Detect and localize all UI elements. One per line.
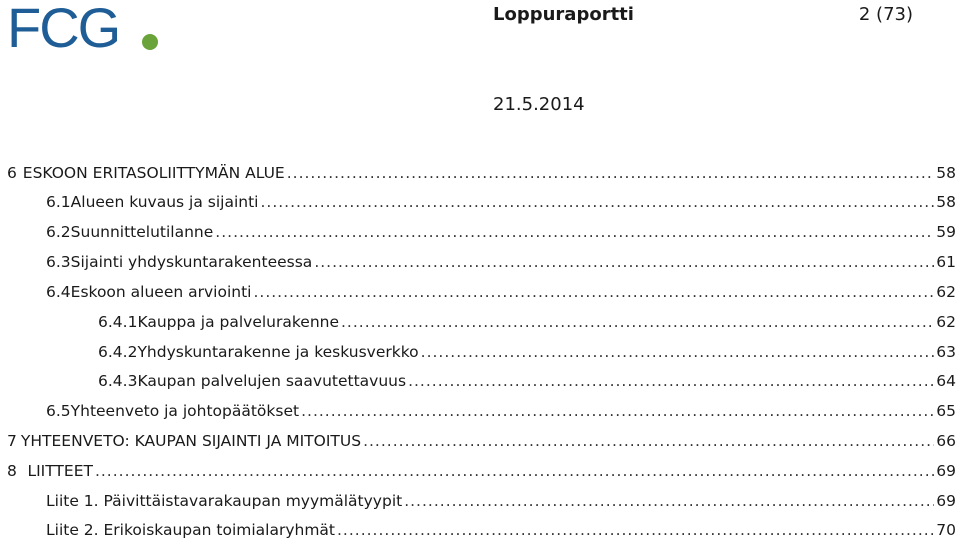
- toc-number: 6.3: [46, 253, 71, 271]
- toc-title: Eskoon alueen arviointi: [70, 283, 252, 301]
- toc-page: 63: [936, 343, 956, 361]
- toc-title: Liite 1. Päivittäistavarakaupan myymälätyypit: [46, 492, 403, 510]
- toc-page: 66: [936, 432, 956, 450]
- document-title: Loppuraportti: [493, 4, 634, 25]
- toc-number: 7: [7, 432, 17, 450]
- toc-title: Yhteenveto ja johtopäätökset: [70, 402, 300, 420]
- toc-leader: [301, 401, 934, 421]
- toc-number: 6.1: [46, 193, 71, 211]
- toc-leader: [260, 192, 934, 212]
- toc-leader: [408, 371, 934, 391]
- logo-text: FCG: [7, 0, 120, 59]
- toc-title: ESKOON ERITASOLIITTYMÄN ALUE: [22, 164, 285, 182]
- toc-page: 62: [936, 313, 956, 331]
- toc-leader: [287, 163, 934, 183]
- toc-page: 58: [936, 164, 956, 182]
- page-number: 2 (73): [858, 4, 913, 25]
- toc-page: 59: [936, 223, 956, 241]
- toc-title: Suunnittelutilanne: [70, 223, 214, 241]
- logo-dot-icon: [142, 34, 158, 50]
- toc-entry-liite-1[interactable]: [46, 491, 956, 511]
- toc-number: 6.4.3: [98, 372, 138, 390]
- toc-entry-7[interactable]: [7, 431, 956, 451]
- toc-page: 69: [936, 462, 956, 480]
- toc-entry-6-4[interactable]: [46, 282, 956, 302]
- toc-number: 6.4: [46, 283, 71, 301]
- toc-entry-6-4-1[interactable]: [98, 312, 956, 332]
- toc-page: 62: [936, 283, 956, 301]
- toc-number: 6.4.1: [98, 313, 138, 331]
- toc-title: Alueen kuvaus ja sijainti: [70, 193, 259, 211]
- toc-leader: [253, 282, 934, 302]
- toc-title: Sijainti yhdyskuntarakenteessa: [70, 253, 313, 271]
- toc-leader: [215, 222, 934, 242]
- toc-title: LIITTEET: [27, 462, 93, 480]
- fcg-logo: [7, 0, 157, 59]
- toc-page: 58: [936, 193, 956, 211]
- toc-title: Kaupan palvelujen saavutettavuus: [137, 372, 407, 390]
- document-date: 21.5.2014: [493, 94, 585, 115]
- toc-entry-6-5[interactable]: [46, 401, 956, 421]
- toc-entry-8[interactable]: [7, 461, 956, 481]
- toc-page: 61: [936, 253, 956, 271]
- toc-number: 6.5: [46, 402, 71, 420]
- toc-entry-6-3[interactable]: [46, 252, 956, 272]
- toc-title: Yhdyskuntarakenne ja keskusverkko: [137, 343, 419, 361]
- toc-page: 70: [936, 521, 956, 539]
- toc-entry-6-1[interactable]: [46, 192, 956, 212]
- toc-leader: [95, 461, 934, 481]
- toc-number: 8: [7, 462, 17, 480]
- toc-leader: [337, 520, 934, 540]
- toc-leader: [341, 312, 934, 332]
- toc-entry-liite-2[interactable]: [46, 520, 956, 540]
- toc-title: Liite 2. Erikoiskaupan toimialaryhmät: [46, 521, 335, 539]
- toc-page: 69: [936, 492, 956, 510]
- toc-entry-6-4-3[interactable]: [98, 371, 956, 391]
- toc-page: 65: [936, 402, 956, 420]
- toc-title: YHTEENVETO: KAUPAN SIJAINTI JA MITOITUS: [20, 432, 362, 450]
- toc-entry-6-2[interactable]: [46, 222, 956, 242]
- toc-title: Kauppa ja palvelurakenne: [137, 313, 339, 331]
- toc-leader: [421, 342, 934, 362]
- toc-entry-6-4-2[interactable]: [98, 342, 956, 362]
- toc-number: 6.4.2: [98, 343, 138, 361]
- toc-page: 64: [936, 372, 956, 390]
- toc-leader: [363, 431, 934, 451]
- toc-leader: [404, 491, 934, 511]
- toc-number: 6: [7, 164, 17, 182]
- toc-leader: [314, 252, 934, 272]
- toc-number: 6.2: [46, 223, 71, 241]
- toc-entry-6[interactable]: [7, 163, 956, 183]
